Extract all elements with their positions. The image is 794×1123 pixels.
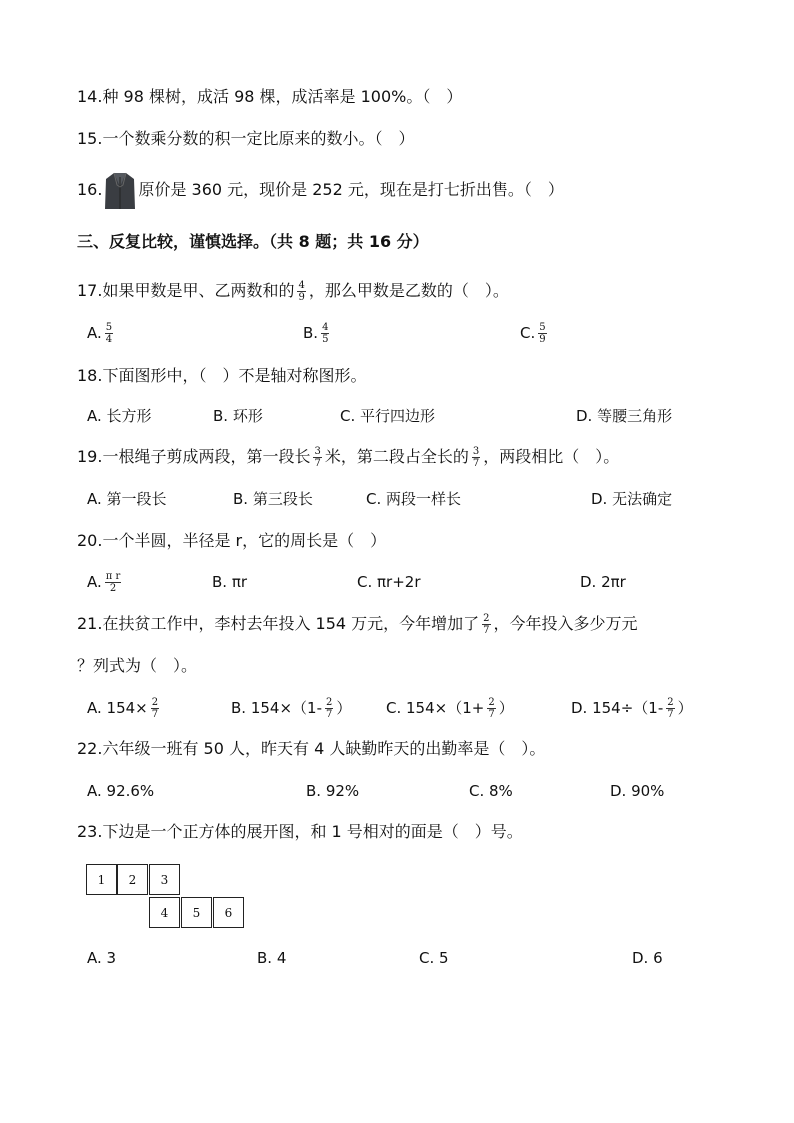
q20-option-a[interactable] [87,571,124,594]
fraction [472,446,480,469]
option-label: B. [303,324,319,342]
net-face-4: 4 [149,897,180,928]
option-label: A. [87,573,102,591]
option-label: C. [520,324,536,342]
q18-option-b[interactable]: B. 环形 [213,407,263,425]
q23-option-b[interactable]: B. 4 [257,949,287,967]
q19-option-d[interactable]: D. 无法确定 [591,490,673,508]
q21-option-c[interactable] [386,697,514,720]
fraction-den: 7 [325,709,333,720]
net-face-3: 3 [149,864,180,895]
fraction-den: 4 [105,334,113,345]
fraction-den: 7 [488,709,495,720]
fraction [105,322,113,345]
question-19-mid: 米，第二段占全长的 [324,447,469,466]
fraction-num: 3 [472,446,480,457]
net-face-2: 2 [117,864,148,895]
question-19-pre: 19.一根绳子剪成两段，第一段长 [77,447,311,466]
q22-option-b[interactable]: B. 92% [306,782,360,800]
fraction-den: 2 [109,583,117,594]
q21-option-d[interactable] [571,697,693,720]
question-16-number: 16. [77,180,103,199]
q19-option-c[interactable]: C. 两段一样长 [366,490,462,508]
question-19-post: ，两段相比（ ）。 [483,447,620,466]
q18-option-c[interactable]: C. 平行四边形 [340,407,436,425]
fraction-den: 7 [151,709,159,720]
question-17 [77,280,509,303]
fraction-den: 7 [483,625,490,636]
fraction [151,697,159,720]
fraction [105,571,122,594]
option-pre: C. 154×（1+ [386,699,485,717]
fraction-num: 3 [314,446,321,457]
fraction-num: 2 [483,613,490,624]
fraction-num: π r [105,571,121,582]
q17-option-c[interactable] [520,322,550,345]
q21-option-b[interactable] [231,697,351,720]
question-21-line2: ？列式为（ ）。 [77,656,198,675]
fraction-num: 2 [151,697,159,708]
question-17-pre: 17.如果甲数是甲、乙两数和的 [77,281,295,300]
section-3-title: 三、反复比较，谨慎选择。（共 8 题；共 16 分） [77,232,429,251]
option-post: ） [336,699,352,717]
q21-option-a[interactable] [87,697,162,720]
option-post: ） [498,699,514,717]
fraction [321,322,329,345]
fraction-num: 2 [325,697,333,708]
fraction [666,697,674,720]
option-post: ） [677,699,693,717]
question-21-post: ，今年投入多少万元 [493,614,638,633]
q20-option-c[interactable]: C. πr+2r [357,573,421,591]
question-18: 18.下面图形中，（ ）不是轴对称图形。 [77,366,367,385]
fraction [297,280,305,303]
q23-option-d[interactable]: D. 6 [632,949,663,967]
fraction-den: 7 [472,458,480,469]
q23-option-a[interactable]: A. 3 [87,949,117,967]
q17-option-a[interactable] [87,322,116,345]
question-21 [77,613,638,636]
question-21-pre: 21.在扶贫工作中，李村去年投入 154 万元，今年增加了 [77,614,480,633]
q19-option-b[interactable]: B. 第三段长 [233,490,313,508]
question-22: 22.六年级一班有 50 人，昨天有 4 人缺勤昨天的出勤率是（ ）。 [77,739,546,758]
option-pre: A. 154× [87,699,148,717]
question-23: 23.下边是一个正方体的展开图，和 1 号相对的面是（ ）号。 [77,822,523,841]
q18-option-a[interactable]: A. 长方形 [87,407,152,425]
question-17-post: ，那么甲数是乙数的（ ）。 [308,281,509,300]
option-label: A. [87,324,102,342]
fraction-num: 4 [322,322,329,333]
question-16 [77,168,564,212]
q22-option-c[interactable]: C. 8% [469,782,513,800]
fraction-num: 5 [105,322,113,333]
q22-option-d[interactable]: D. 90% [610,782,665,800]
fraction-den: 9 [298,292,305,303]
jacket-icon [104,171,136,211]
fraction-num: 2 [488,697,495,708]
q18-option-d[interactable]: D. 等腰三角形 [576,407,673,425]
q23-option-c[interactable]: C. 5 [419,949,449,967]
fraction [482,613,490,636]
fraction [325,697,333,720]
fraction [538,322,546,345]
fraction-num: 5 [539,322,546,333]
question-16-text: 原价是 360 元，现价是 252 元，现在是打七折出售。（ ） [138,180,564,199]
question-20: 20.一个半圆，半径是 r，它的周长是（ ） [77,531,387,550]
net-face-6: 6 [213,897,244,928]
net-face-1: 1 [86,864,117,895]
question-15: 15.一个数乘分数的积一定比原来的数小。（ ） [77,129,415,148]
net-face-5: 5 [181,897,212,928]
fraction-num: 2 [667,697,674,708]
fraction-den: 7 [667,709,674,720]
option-pre: D. 154÷（1- [571,699,664,717]
q19-option-a[interactable]: A. 第一段长 [87,490,167,508]
fraction-den: 7 [314,458,321,469]
fraction [487,697,495,720]
question-19 [77,446,619,469]
question-14: 14.种 98 棵树，成活 98 棵，成活率是 100%。（ ） [77,87,463,106]
option-pre: B. 154×（1- [231,699,322,717]
q20-option-b[interactable]: B. πr [212,573,248,591]
fraction-num: 4 [298,280,305,291]
fraction-den: 5 [322,334,329,345]
q17-option-b[interactable] [303,322,332,345]
q20-option-d[interactable]: D. 2πr [580,573,626,591]
fraction-den: 9 [539,334,546,345]
q22-option-a[interactable]: A. 92.6% [87,782,155,800]
fraction [313,446,321,469]
